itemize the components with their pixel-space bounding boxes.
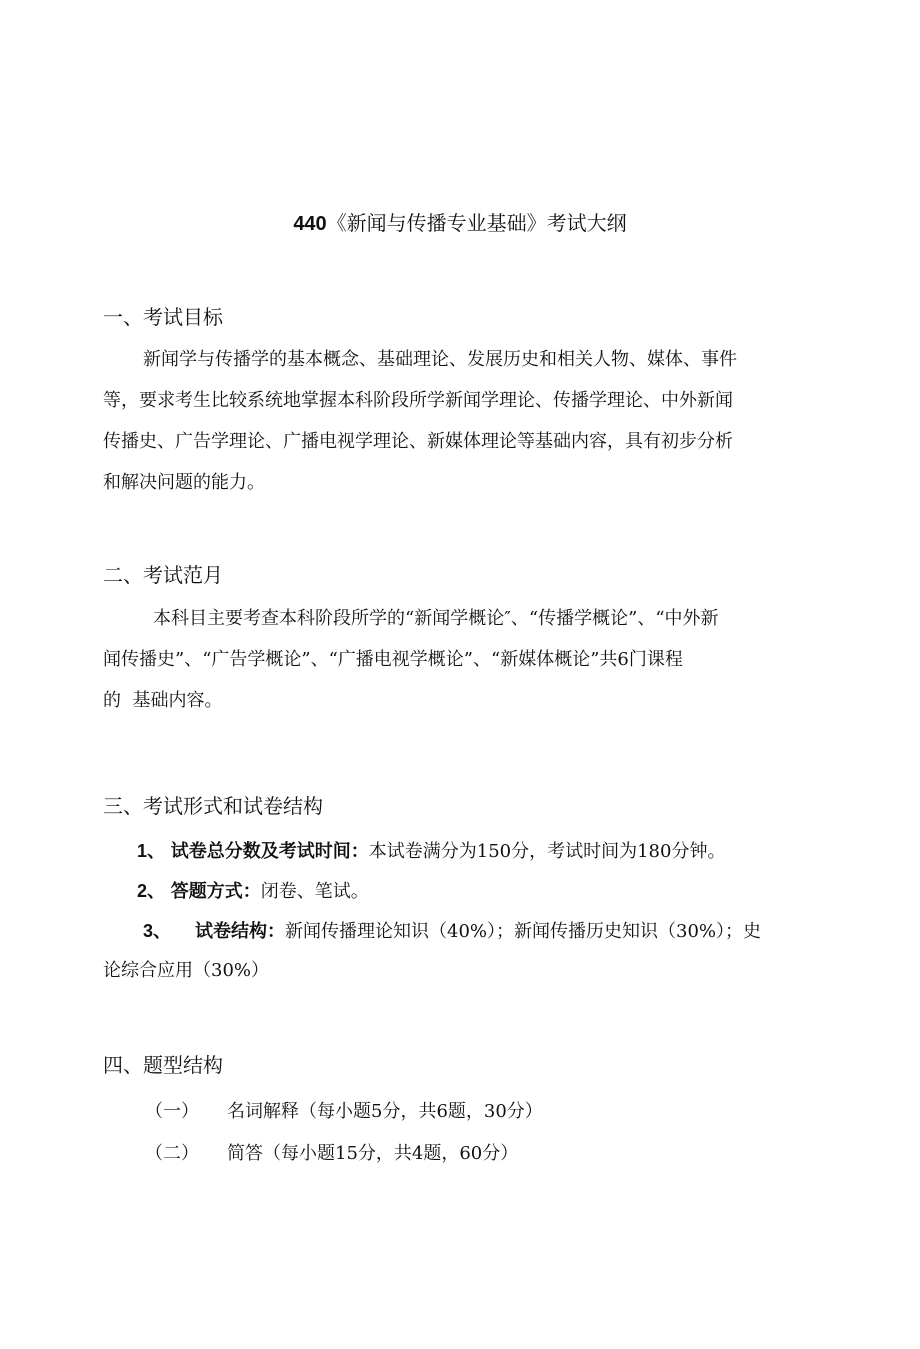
- paragraph-line: 闻传播史”、“广告学概论”、“广播电视学概论”、“新媒体概论”共6门课程: [103, 649, 683, 670]
- exam-item-3: [143, 916, 761, 947]
- section-1-paragraph: [103, 339, 818, 503]
- paragraph-line: 和解决问题的能力。: [103, 472, 265, 493]
- item-label: 试卷结构：: [195, 921, 285, 942]
- paragraph-line: 传播史、广告学理论、广播电视学理论、新媒体理论等基础内容，具有初步分析: [103, 431, 733, 452]
- section-2-heading: 二、考试范月: [103, 563, 223, 587]
- exam-item-2: [137, 876, 369, 907]
- exam-item-3-continuation: 论综合应用（30%）: [103, 960, 270, 981]
- item-text: 闭卷、笔试。: [260, 881, 369, 902]
- document-title: [0, 208, 920, 239]
- paragraph-line: 等，要求考生比较系统地掌握本科阶段所学新闻学理论、传播学理论、中外新闻: [103, 390, 733, 411]
- question-type-1: [145, 1097, 543, 1127]
- section-4-heading: 四、题型结构: [103, 1053, 223, 1077]
- item-number: 2、: [137, 881, 166, 901]
- item-number: 1、: [137, 841, 166, 861]
- title-number: 440: [293, 213, 327, 235]
- exam-item-1: [137, 836, 725, 867]
- title-text: 《新闻与传播专业基础》考试大纲: [326, 211, 627, 235]
- section-1-heading: 一、考试目标: [103, 305, 223, 329]
- question-type-number: （一）: [145, 1101, 199, 1122]
- section-2-paragraph: [103, 598, 818, 721]
- item-text: 本试卷满分为150分，考试时间为180分钟。: [368, 841, 726, 862]
- question-type-number: （二）: [145, 1143, 199, 1164]
- item-number: 3、: [143, 921, 172, 941]
- item-label: 答题方式：: [170, 881, 261, 902]
- question-type-text: 名词解释（每小题5分，共6题，30分）: [227, 1101, 543, 1122]
- question-type-2: [145, 1139, 518, 1169]
- item-label: 试卷总分数及考试时间：: [170, 841, 369, 862]
- paragraph-line: 本科目主要考查本科阶段所学的“新闻学概论″、“传播学概论”、“中外新: [153, 608, 719, 629]
- item-text: 新闻传播理论知识（40%）；新闻传播历史知识（30%）；史: [285, 921, 762, 942]
- paragraph-line: 的 基础内容。: [103, 690, 223, 711]
- paragraph-line: 新闻学与传播学的基本概念、基础理论、发展历史和相关人物、媒体、事件: [143, 349, 737, 370]
- section-3-heading: 三、考试形式和试卷结构: [103, 794, 323, 818]
- question-type-text: 简答（每小题15分，共4题，60分）: [227, 1143, 519, 1164]
